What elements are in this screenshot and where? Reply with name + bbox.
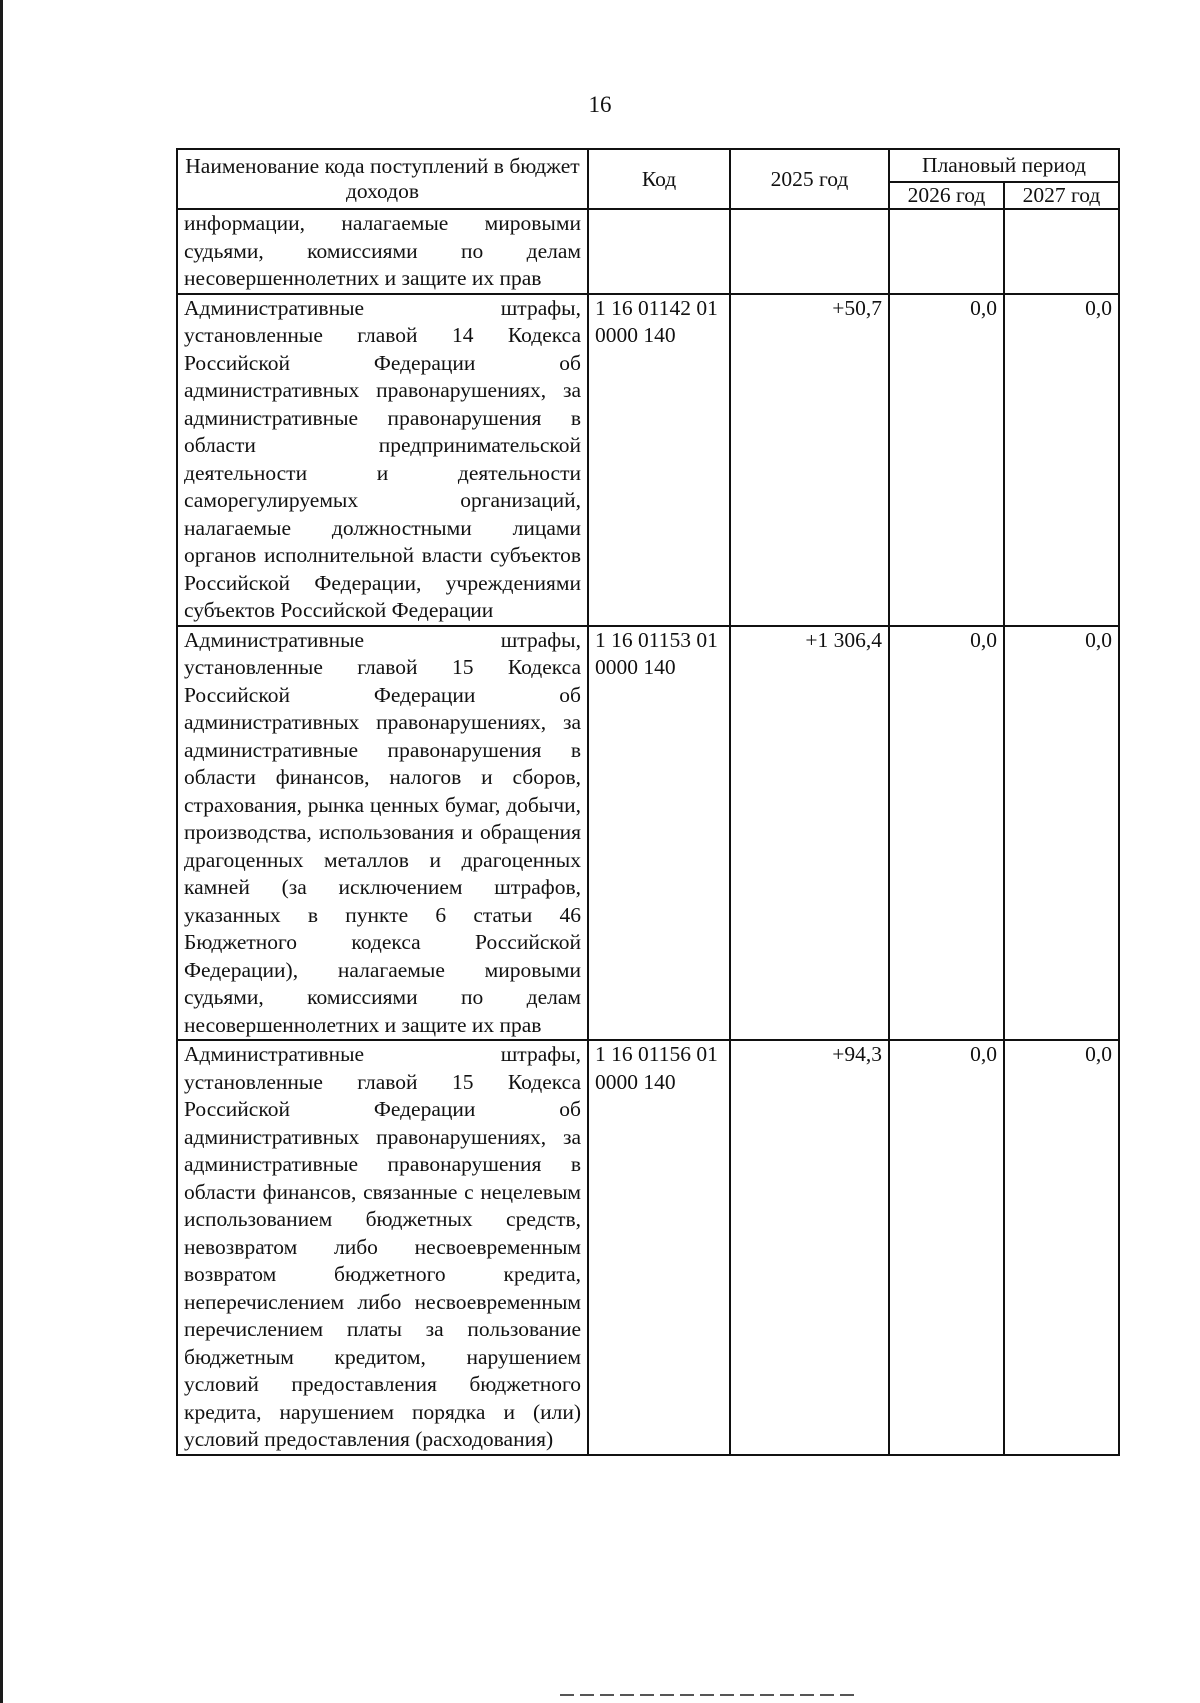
scan-artifact-bottom [560,1694,860,1696]
row-value-2027 [1004,209,1119,294]
table-row [177,209,1119,294]
row-value-2027: 0,0 [1004,294,1119,626]
row-value-2025: +1 306,4 [730,626,889,1041]
row-value-2026: 0,0 [889,626,1004,1041]
page-number: 16 [588,92,612,117]
row-value-2025: +94,3 [730,1040,889,1455]
row-name: Административные штрафы, установленные главой 15 Кодекса Российской Федерации об административных правонарушениях, за административные правонарушения в области финансов, связанные с нецелевым использованием бюджетных средств, невозвратом либо несвоевременным возвратом бюджетного кредита, неперечислением либо несвоевременным перечислением платы за пользование бюджетным кредитом, нарушением условий предоставления бюджетного кредита, нарушением порядка и (или) условий предоставления (расходования) [177,1040,588,1455]
row-value-2026 [889,209,1004,294]
table-row [177,294,1119,626]
row-name: информации, налагаемые мировыми судьями, комиссиями по делам несовершеннолетних и защите их прав [177,209,588,294]
header-year-2027: 2027 год [1004,182,1119,209]
header-code: Код [588,149,730,209]
header-planned-period: Плановый период [889,149,1119,182]
row-code: 1 16 01153 01 0000 140 [588,626,730,1041]
row-value-2025 [730,209,889,294]
table-row [177,626,1119,1041]
revenue-table [176,148,1120,1456]
row-code: 1 16 01156 01 0000 140 [588,1040,730,1455]
row-value-2027: 0,0 [1004,1040,1119,1455]
row-name: Административные штрафы, установленные главой 14 Кодекса Российской Федерации об административных правонарушениях, за административные правонарушения в области предпринимательской деятельности и деятельности саморегулируемых организаций, налагаемые должностными лицами органов исполнительной власти субъектов Российской Федерации, учреждениями субъектов Российской Федерации [177,294,588,626]
row-code [588,209,730,294]
header-name: Наименование кода поступлений в бюджет доходов [177,149,588,209]
header-year-2026: 2026 год [889,182,1004,209]
header-year-2025: 2025 год [730,149,889,209]
row-name: Административные штрафы, установленные главой 15 Кодекса Российской Федерации об административных правонарушениях, за административные правонарушения в области финансов, налогов и сборов, страхования, рынка ценных бумаг, добычи, производства, использования и обращения драгоценных металлов и драгоценных камней (за исключением штрафов, указанных в пункте 6 статьи 46 Бюджетного кодекса Российской Федерации), налагаемые мировыми судьями, комиссиями по делам несовершеннолетних и защите их прав [177,626,588,1041]
row-value-2026: 0,0 [889,1040,1004,1455]
row-code: 1 16 01142 01 0000 140 [588,294,730,626]
row-value-2027: 0,0 [1004,626,1119,1041]
table-row [177,1040,1119,1455]
row-value-2025: +50,7 [730,294,889,626]
scan-edge-left [0,0,3,1703]
row-value-2026: 0,0 [889,294,1004,626]
